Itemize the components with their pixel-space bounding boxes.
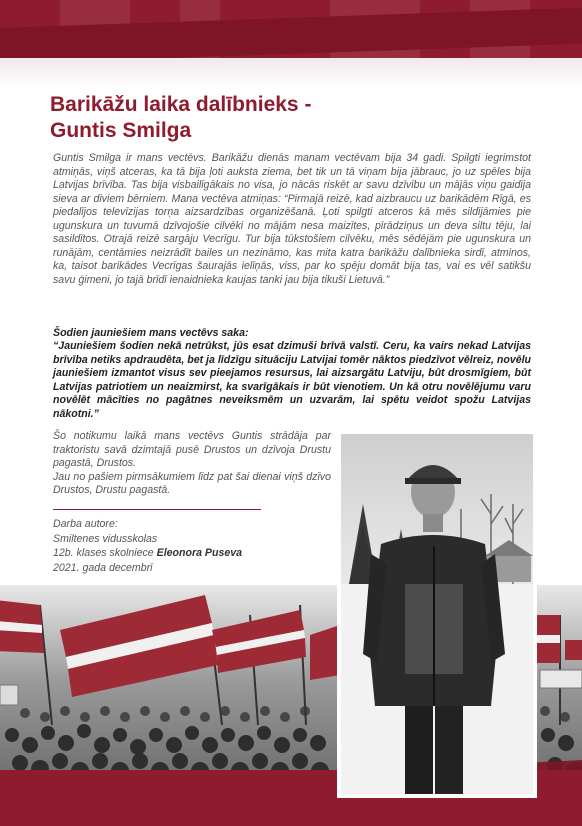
author-date: 2021. gada decembrī: [53, 561, 153, 574]
title-line-2: Guntis Smilga: [50, 119, 192, 142]
grandfather-quote: “Jauniešiem šodien nekā netrūkst, jūs esat dzimuši brīvā valstī. Ceru, ka vairs nekad Latvijas brīvība netiks apdraudēta, bet ja līdzīgu situāciju Latvijai tomēr nāktos piedzīvot vēlreiz, novēlu jauniešiem izmantot visus sev pieejamos resursus, lai aizsargātu Latviju, būt drosmīgiem, būt Latvijas patriotiem un neaizmirst, ka svarīgākais ir būt vienotiem. Un kā otru novēlējumu varu novēlēt mācīties no pagātnes neveiksmēm un uzvarām, lai spētu veidot spožu Latvijas nākotni.”: [53, 340, 532, 420]
portrait-photo: [341, 434, 533, 794]
header-fade: [0, 58, 582, 90]
author-name: Eleonora Puseva: [156, 547, 243, 559]
occupation-paragraph: [53, 430, 331, 498]
author-block: [53, 517, 313, 575]
page-title: [50, 92, 530, 144]
memories-paragraph: Guntis Smilga ir mans vectēvs. Barikāžu dienās manam vectēvam bija 34 gadi. Spilgti iegrimstot atmiņās, viņš atceras, ka tā bija ļoti auksta ziema, bet tik un tā viņam bija jābrauc, jo uz spēles bija Latvijas brīvība. Tas bija visbailīgākais no visa, jo nācās riskēt ar savu dzīvību un mājās viņu gaidīja sieva ar diviem bērniem. Mana vectēva atmiņas: “Pirmajā reizē, kad aizbraucu uz barikādēm Rīgā, es piedalījos televīzijas torņa aizsardzības organizēšanā. Ļoti spilgti atceros kā mēs sildījāmies pie ugunskura un tuvumā dzīvojošie cilvēki no mājām nesa maizītes, pīrādziņus un deva siltu tēju, lai sasildītos. Otrajā reizē sargāju Vecrīgu. Tur bija tūkstošiem cilvēku, mēs sēdējām pie ugunskura un runājām, centāmies neizrādīt bailes un nezināmo, kas mita katra barikāžu dalībnieka sirdī, atminos, ka, taisot barikādes Vecrīgas šaurajās ielīņās, viss, par ko spēju domāt bija tas, vai es vēl satikšu savu ģimeni, jo tajā brīdī ienaidnieka kaujas tanki jau bija tikuši Lietuvā.”: [53, 152, 531, 286]
occupation-text: Šo notikumu laikā mans vectēvs Guntis strādāja par traktoristu savā dzimtajā pusē Drustos un dzīvoja Drustu pagastā, Drustos.: [53, 430, 331, 469]
title-line-1: Barikāžu laika dalībnieks -: [50, 93, 312, 116]
author-class-line: [53, 546, 313, 561]
residence-text: Jau no pašiem pirmsākumiem līdz pat šai dienai viņš dzīvo Drustos, Drustu pagastā.: [53, 470, 331, 496]
author-school: Smiltenes vidusskolas: [53, 532, 158, 545]
portrait-illustration: [341, 434, 533, 794]
author-divider: [53, 509, 261, 510]
quote-intro: Šodien jauniešiem mans vectēvs saka:: [53, 327, 249, 339]
author-class: 12b. klases skolniece: [53, 547, 154, 559]
author-label: Darba autore:: [53, 518, 118, 530]
